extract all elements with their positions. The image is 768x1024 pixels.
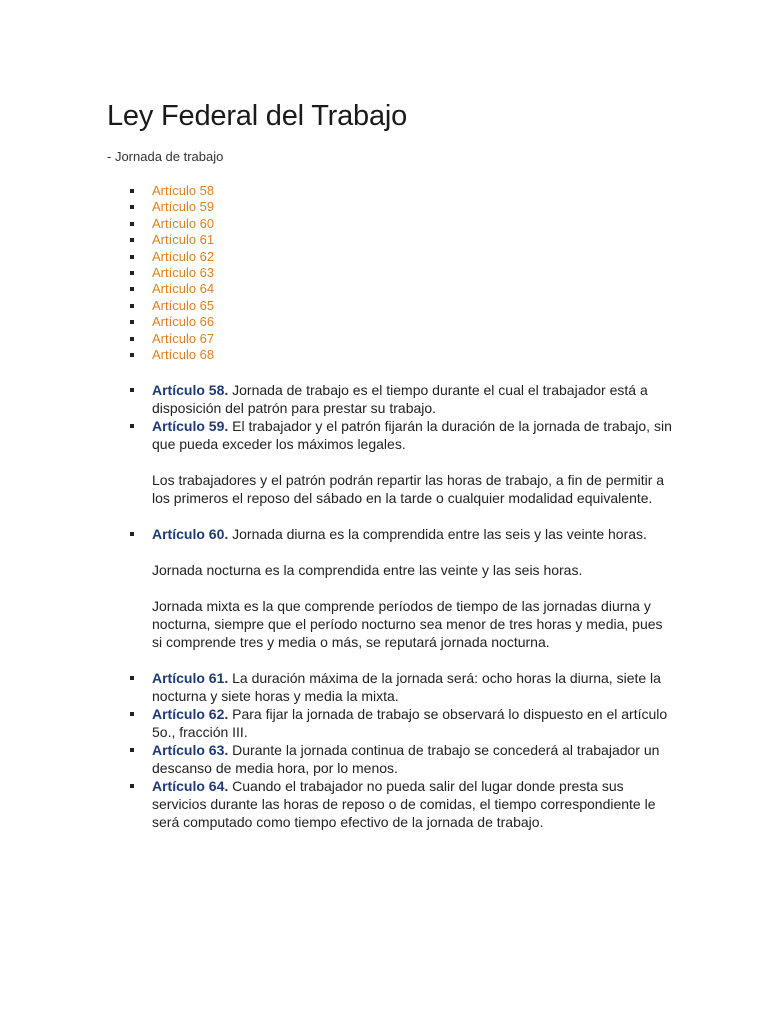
toc-item [152, 232, 214, 248]
article-label: Artículo 63 [152, 742, 225, 758]
article-58: Artículo 58. Jornada de trabajo es el tiempo durante el cual el trabajador está a disposición del patrón para prestar su trabajo. [152, 381, 672, 417]
article-63: Artículo 63. Durante la jornada continua de trabajo se concederá al trabajador un descanso de media hora, por lo menos. [152, 741, 672, 777]
table-of-contents [107, 183, 214, 363]
toc-item [152, 314, 214, 330]
toc-item [152, 183, 214, 199]
article-text: Cuando el trabajador no pueda salir del lugar donde presta sus servicios durante las horas de reposo o de comidas, el tiempo correspondiente le será computado como tiempo efectivo de la jornada de trabajo. [152, 778, 656, 830]
toc-item [152, 298, 214, 314]
toc-link-articulo-64[interactable]: Artículo 64 [152, 281, 215, 297]
toc-link-articulo-61[interactable]: Artículo 61 [152, 232, 215, 248]
article-text: Jornada de trabajo es el tiempo durante el cual el trabajador está a disposición del patrón para prestar su trabajo. [152, 382, 648, 416]
toc-link-articulo-60[interactable]: Artículo 60 [152, 215, 215, 231]
toc-item [152, 281, 214, 297]
toc-link-articulo-65[interactable]: Artículo 65 [152, 297, 215, 313]
article-label: Artículo 62 [152, 706, 225, 722]
toc-link-articulo-58[interactable]: Artículo 58 [152, 183, 215, 198]
article-paragraph: Jornada nocturna es la comprendida entre las veinte y las seis horas. [152, 562, 583, 578]
toc-link-articulo-66[interactable]: Artículo 66 [152, 314, 215, 330]
article-text: El trabajador y el patrón fijarán la duración de la jornada de trabajo, sin que pueda exceder los máximos legales. [152, 418, 672, 452]
article-paragraph: Jornada mixta es la que comprende períodos de tiempo de las jornadas diurna y nocturna, siempre que el período nocturno sea menor de tres horas y media, pues si comprende tres y media o más, se reputará jornada nocturna. [152, 598, 663, 650]
article-64: Artículo 64. Cuando el trabajador no pueda salir del lugar donde presta sus servicios durante las horas de reposo o de comidas, el tiempo correspondiente le será computado como tiempo efectivo de la jornada de trabajo. [152, 777, 672, 831]
article-paragraph: Los trabajadores y el patrón podrán repartir las horas de trabajo, a fin de permitir a los primeros el reposo del sábado en la tarde o cualquier modalidad equivalente. [152, 472, 665, 506]
article-text: Jornada diurna es la comprendida entre las seis y las veinte horas. [232, 526, 647, 542]
article-61: Artículo 61. La duración máxima de la jornada será: ocho horas la diurna, siete la nocturna y siete horas y media la mixta. [152, 669, 672, 705]
toc-item [152, 249, 214, 265]
page-subtitle: - Jornada de trabajo [107, 149, 224, 164]
article-list [107, 381, 672, 831]
toc-item [152, 216, 214, 232]
toc-item [152, 199, 214, 215]
toc-link-articulo-62[interactable]: Artículo 62 [152, 248, 215, 264]
article-label: Artículo 59 [152, 418, 225, 434]
article-label: Artículo 60 [152, 526, 225, 542]
toc-item [152, 331, 214, 347]
article-text: Durante la jornada continua de trabajo se concederá al trabajador un descanso de media hora, por lo menos. [152, 742, 660, 776]
toc-item [152, 347, 214, 363]
article-label: Artículo 61 [152, 670, 225, 686]
article-text: Para fijar la jornada de trabajo se observará lo dispuesto en el artículo 5o., fracción III. [152, 706, 668, 740]
article-label: Artículo 64 [152, 778, 225, 794]
toc-item [152, 265, 214, 281]
article-62: Artículo 62. Para fijar la jornada de trabajo se observará lo dispuesto en el artículo 5o., fracción III. [152, 705, 672, 741]
page-title: Ley Federal del Trabajo [107, 100, 408, 132]
article-label: Artículo 58 [152, 382, 225, 398]
article-59: Artículo 59. El trabajador y el patrón fijarán la duración de la jornada de trabajo, sin que pueda exceder los máximos legales. Los trabajadores y el patrón podrán repartir las horas de trabajo, a fin de permitir a los primeros el reposo del sábado en la tarde o cualquier modalidad equivalente. [152, 417, 672, 525]
toc-link-articulo-63[interactable]: Artículo 63 [152, 264, 215, 280]
article-text: La duración máxima de la jornada será: ocho horas la diurna, siete la nocturna y siete horas y media la mixta. [152, 670, 661, 704]
toc-link-articulo-67[interactable]: Artículo 67 [152, 330, 215, 346]
toc-link-articulo-68[interactable]: Artículo 68 [152, 346, 215, 362]
article-60: Artículo 60. Jornada diurna es la comprendida entre las seis y las veinte horas. Jornada nocturna es la comprendida entre las veinte y las seis horas. Jornada mixta es la que comprende períodos de tiempo de las jornadas diurna y nocturna, siempre que el período nocturno sea menor de tres horas y media, pues si comprende tres y media o más, se reputará jornada nocturna. [152, 525, 672, 669]
toc-link-articulo-59[interactable]: Artículo 59 [152, 199, 215, 215]
